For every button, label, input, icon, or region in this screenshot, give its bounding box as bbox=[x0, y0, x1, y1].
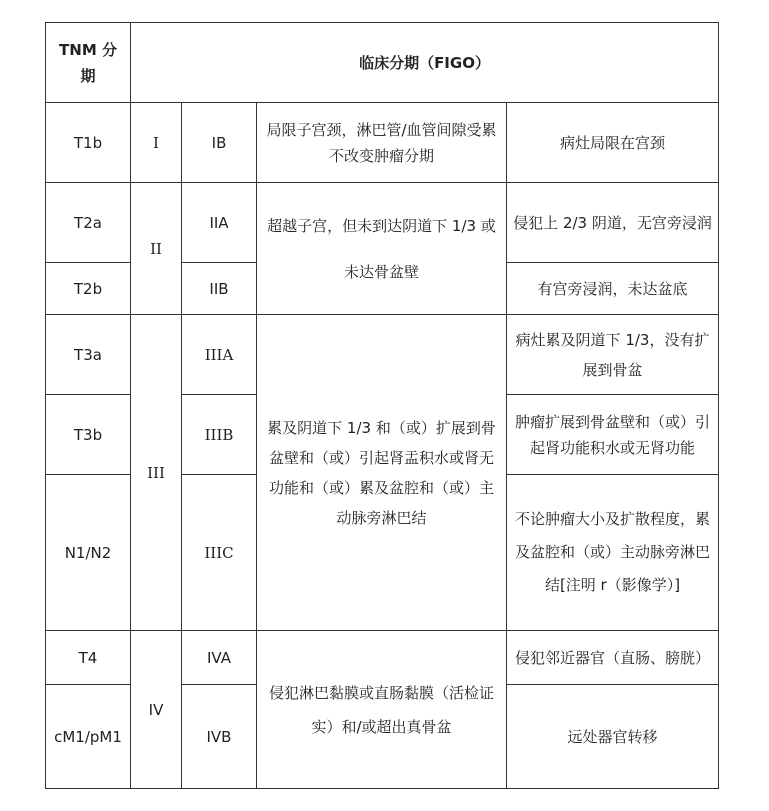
stage-cell: I bbox=[131, 103, 182, 183]
substage-cell: IIIC bbox=[182, 475, 257, 631]
substage-cell: IIIA bbox=[182, 315, 257, 395]
tnm-cell: T2a bbox=[46, 183, 131, 263]
stage-cell: IV bbox=[131, 631, 182, 789]
staging-table bbox=[45, 22, 719, 789]
tnm-cell: T3a bbox=[46, 315, 131, 395]
table-row bbox=[46, 315, 719, 395]
table-row bbox=[46, 183, 719, 263]
tnm-cell: T2b bbox=[46, 263, 131, 315]
note-cell: 侵犯上 2/3 阴道，无宫旁浸润 bbox=[507, 183, 719, 263]
header-tnm: TNM 分期 bbox=[46, 23, 131, 103]
description-cell: 局限子宫颈，淋巴管/血管间隙受累不改变肿瘤分期 bbox=[257, 103, 507, 183]
table-row bbox=[46, 631, 719, 685]
note-cell: 不论肿瘤大小及扩散程度，累及盆腔和（或）主动脉旁淋巴结[注明 r（影像学）] bbox=[507, 475, 719, 631]
tnm-cell: cM1/pM1 bbox=[46, 685, 131, 789]
substage-cell: IVB bbox=[182, 685, 257, 789]
note-cell: 远处器官转移 bbox=[507, 685, 719, 789]
description-cell: 超越子宫，但未到达阴道下 1/3 或未达骨盆壁 bbox=[257, 183, 507, 315]
table-row bbox=[46, 103, 719, 183]
substage-cell: IIA bbox=[182, 183, 257, 263]
tnm-cell: T1b bbox=[46, 103, 131, 183]
substage-cell: IVA bbox=[182, 631, 257, 685]
note-cell: 侵犯邻近器官（直肠、膀胱） bbox=[507, 631, 719, 685]
header-figo: 临床分期（FIGO） bbox=[131, 23, 719, 103]
stage-cell: II bbox=[131, 183, 182, 315]
description-cell: 累及阴道下 1/3 和（或）扩展到骨盆壁和（或）引起肾盂积水或肾无功能和（或）累及盆腔和（或）主动脉旁淋巴结 bbox=[257, 315, 507, 631]
substage-cell: IIIB bbox=[182, 395, 257, 475]
stage-cell: III bbox=[131, 315, 182, 631]
note-cell: 病灶局限在宫颈 bbox=[507, 103, 719, 183]
tnm-cell: T4 bbox=[46, 631, 131, 685]
note-cell: 肿瘤扩展到骨盆壁和（或）引起肾功能积水或无肾功能 bbox=[507, 395, 719, 475]
header-row bbox=[46, 23, 719, 103]
description-cell: 侵犯淋巴黏膜或直肠黏膜（活检证实）和/或超出真骨盆 bbox=[257, 631, 507, 789]
tnm-cell: N1/N2 bbox=[46, 475, 131, 631]
note-cell: 病灶累及阴道下 1/3，没有扩展到骨盆 bbox=[507, 315, 719, 395]
substage-cell: IIB bbox=[182, 263, 257, 315]
substage-cell: IB bbox=[182, 103, 257, 183]
note-cell: 有宫旁浸润，未达盆底 bbox=[507, 263, 719, 315]
tnm-cell: T3b bbox=[46, 395, 131, 475]
